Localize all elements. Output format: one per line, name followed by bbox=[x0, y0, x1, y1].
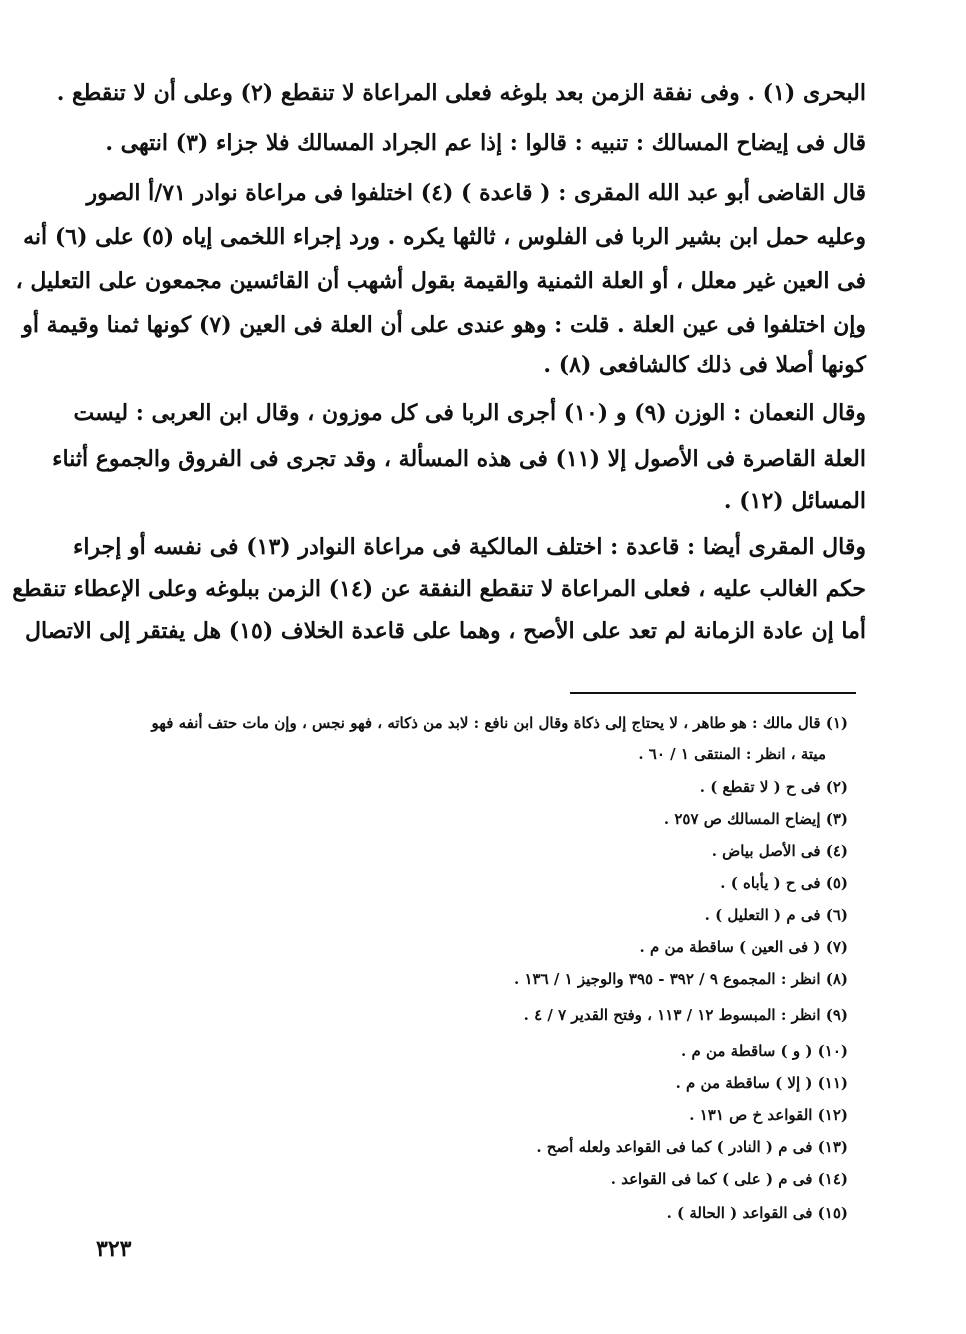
footnote-separator bbox=[570, 692, 856, 694]
footnote-6: (٦) فى م ( التعليل ) . bbox=[704, 906, 848, 924]
footnote-11: (١١) ( إلا ) ساقطة من م . bbox=[675, 1074, 848, 1092]
footnote-12: (١٢) القواعد خ ص ١٣١ . bbox=[689, 1106, 848, 1124]
footnote-14: (١٤) فى م ( على ) كما فى القواعد . bbox=[610, 1170, 848, 1188]
body-line-6: وإن اختلفوا فى عين العلة . قلت : وهو عندى على أن العلة فى العين (٧) كونها ثمنا وقيمة أو bbox=[22, 312, 866, 338]
body-line-1: البحرى (١) . وفى نفقة الزمن بعد بلوغه فعلى المراعاة لا تنقطع (٢) وعلى أن لا تنقطع . bbox=[56, 80, 866, 106]
body-line-4: وعليه حمل ابن بشير الربا فى الفلوس ، ثالثها يكره . ورد إجراء اللخمى إياه (٥) على (٦) أنه bbox=[23, 224, 866, 250]
footnote-7: (٧) ( فى العين ) ساقطة من م . bbox=[639, 938, 848, 956]
footnote-9: (٩) انظر : المبسوط ١٢ / ١١٣ ، وفتح القدير ٧ / ٤ . bbox=[523, 1006, 848, 1024]
footnote-1: (١) قال مالك : هو طاهر ، لا يحتاج إلى ذكاة وقال ابن نافع : لابد من ذكاته ، فهو نجس ، وإن مات حتف أنفه فهو bbox=[151, 714, 848, 732]
body-line-8: وقال النعمان : الوزن (٩) و (١٠) أجرى الربا فى كل موزون ، وقال ابن العربى : ليست bbox=[73, 400, 866, 426]
footnote-15: (١٥) فى القواعد ( الحالة ) . bbox=[666, 1204, 848, 1222]
footnote-8: (٨) انظر : المجموع ٩ / ٣٩٢ - ٣٩٥ والوجيز ١ / ١٣٦ . bbox=[514, 970, 848, 988]
footnote-13: (١٣) فى م ( النادر ) كما فى القواعد ولعله أصح . bbox=[536, 1138, 848, 1156]
footnote-4: (٤) فى الأصل بياض . bbox=[711, 842, 848, 860]
footnote-10: (١٠) ( و ) ساقطة من م . bbox=[681, 1042, 848, 1060]
body-line-10: المسائل (١٢) . bbox=[723, 488, 866, 514]
body-line-7: كونها أصلا فى ذلك كالشافعى (٨) . bbox=[543, 352, 866, 378]
footnote-1-cont: ميتة ، انظر : المنتقى ١ / ٦٠ . bbox=[638, 745, 826, 763]
body-line-9: العلة القاصرة فى الأصول إلا (١١) فى هذه المسألة ، وقد تجرى فى الفروق والجموع أثناء bbox=[52, 446, 866, 472]
footnote-5: (٥) فى ح ( يأباه ) . bbox=[720, 874, 848, 892]
page-number: ٣٢٣ bbox=[96, 1236, 132, 1262]
body-line-3: قال القاضى أبو عبد الله المقرى : ( قاعدة ) (٤) اختلفوا فى مراعاة نوادر ٧١/أ الصور bbox=[86, 180, 866, 206]
body-line-11: وقال المقرى أيضا : قاعدة : اختلف المالكية فى مراعاة النوادر (١٣) فى نفسه أو إجراء bbox=[73, 534, 866, 560]
body-line-5: فى العين غير معلل ، أو العلة الثمنية والقيمة بقول أشهب أن القائسين مجمعون على التعليل ، bbox=[15, 268, 866, 294]
body-line-13: أما إن عادة الزمانة لم تعد على الأصح ، وهما على قاعدة الخلاف (١٥) هل يفتقر إلى الاتصال bbox=[25, 618, 866, 644]
footnote-2: (٢) فى ح ( لا تقطع ) . bbox=[699, 778, 848, 796]
body-line-12: حكم الغالب عليه ، فعلى المراعاة لا تنقطع النفقة عن (١٤) الزمن ببلوغه وعلى الإعطاء تنقطع bbox=[12, 576, 866, 602]
body-line-2: قال فى إيضاح المسالك : تنبيه : قالوا : إذا عم الجراد المسالك فلا جزاء (٣) انتهى . bbox=[105, 130, 866, 156]
footnote-3: (٣) إيضاح المسالك ص ٢٥٧ . bbox=[663, 810, 848, 828]
